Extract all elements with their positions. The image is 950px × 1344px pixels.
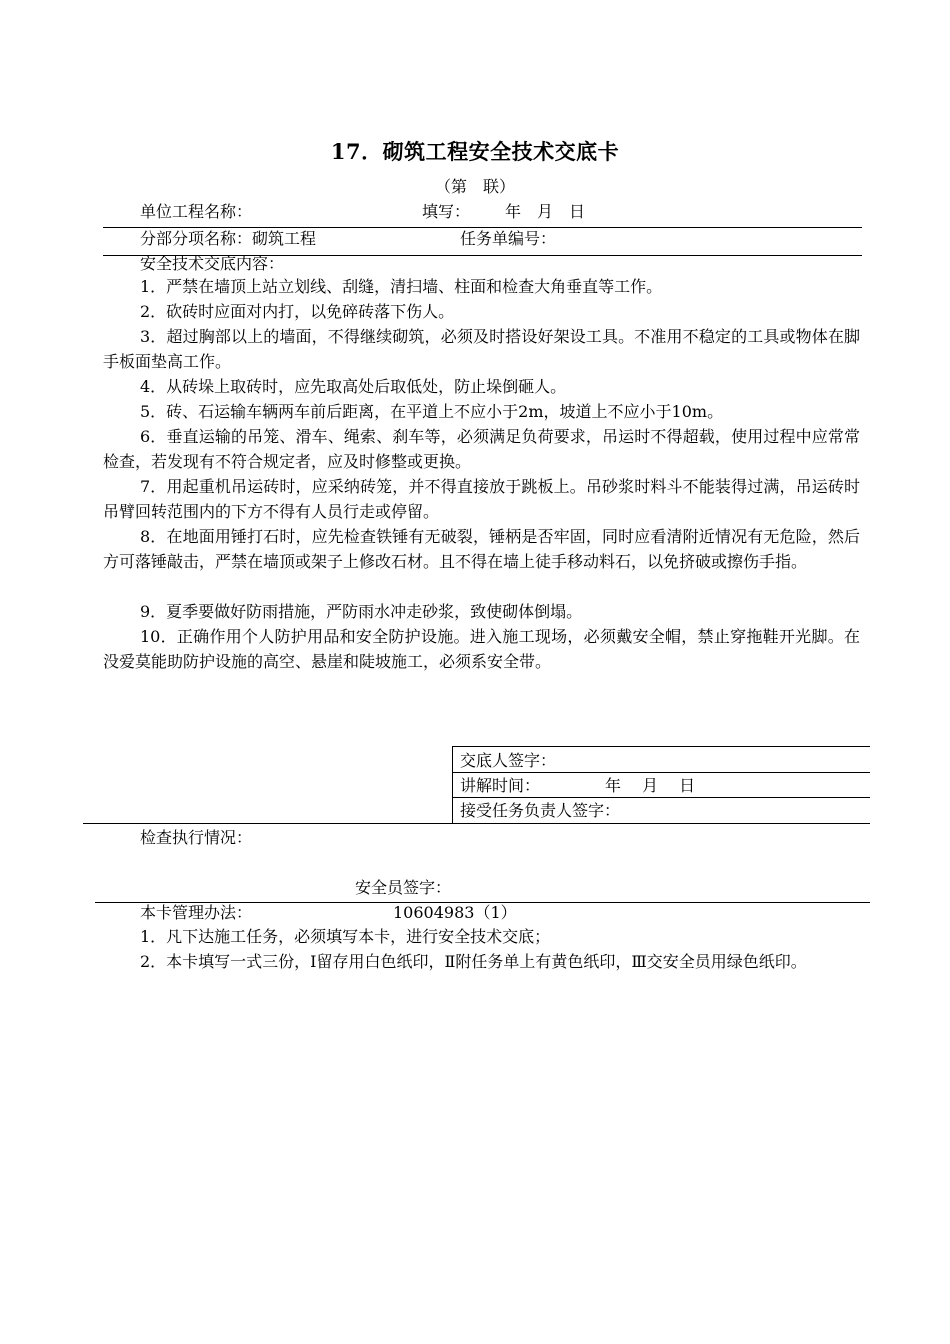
- unit-project-label: 单位工程名称：: [140, 202, 253, 221]
- sign-box-bottom-line: [83, 823, 870, 824]
- explain-time-date: 年 月 日: [605, 776, 696, 795]
- management-rule-1: 1．凡下达施工任务，必须填写本卡，进行安全技术交底；: [140, 927, 551, 946]
- item-4: 4．从砖垛上取砖时，应先取高处后取低处，防止垛倒砸人。: [140, 377, 567, 396]
- explain-time-label: 讲解时间：: [460, 776, 541, 795]
- item-8: 8．在地面用锤打石时，应先检查铁锤有无破裂，锤柄是否牢固，同时应看清附近情况有无危险，然后方可落锤敲击，严禁在墙顶或架子上修改石材。且不得在墙上徒手移动料石，以免挤破或擦伤手指。: [103, 527, 860, 571]
- sign-box-left-line: [452, 746, 453, 823]
- item-10: 10．正确作用个人防护用品和安全防护设施。进入施工现场，必须戴安全帽，禁止穿拖鞋开光脚。在没爱莫能助防护设施的高空、悬崖和陡坡施工，必须系安全带。: [103, 627, 860, 671]
- discloser-signature-label: 交底人签字：: [460, 751, 557, 770]
- content-title: 安全技术交底内容：: [140, 254, 285, 273]
- inspection-label: 检查执行情况：: [140, 828, 253, 847]
- item-9: 9．夏季要做好防雨措施，严防雨水冲走砂浆，致使砌体倒塌。: [140, 602, 583, 621]
- item-1: 1．严禁在墙顶上站立划线、刮缝，清扫墙、柱面和检查大角垂直等工作。: [140, 277, 663, 296]
- fill-label: 填写：: [422, 202, 471, 221]
- page-title: 17．砌筑工程安全技术交底卡: [330, 139, 620, 164]
- item-6: 6．垂直运输的吊笼、滑车、绳索、刹车等，必须满足负荷要求，吊运时不得超载，使用过程中应常常检查，若发现有不符合规定者，应及时修整或更换。: [103, 427, 860, 471]
- item-7: 7．用起重机吊运砖时，应采纳砖笼，并不得直接放于跳板上。吊砂浆时料斗不能装得过满，吊运砖时吊臂回转范围内的下方不得有人员行走或停留。: [103, 477, 860, 521]
- item-5: 5．砖、石运输车辆两车前后距离，在平道上不应小于2m，坡道上不应小于10m。: [140, 402, 724, 421]
- sign-box-top-line: [452, 746, 870, 747]
- receiver-signature-label: 接受任务负责人签字：: [460, 801, 621, 820]
- sub-project-label: 分部分项名称：砌筑工程: [140, 229, 317, 248]
- item-3: 3．超过胸部以上的墙面，不得继续砌筑，必须及时搭设好架设工具。不准用不稳定的工具或物体在脚手板面垫高工作。: [103, 327, 860, 371]
- task-number-label: 任务单编号：: [460, 229, 557, 248]
- safety-officer-signature-label: 安全员签字：: [355, 878, 452, 897]
- copy-label: （第 联）: [434, 177, 515, 196]
- management-label: 本卡管理办法：: [140, 903, 253, 922]
- fill-date: 年 月 日: [505, 202, 586, 221]
- management-code: 10604983（1）: [393, 903, 517, 922]
- item-2: 2．砍砖时应面对内打，以免碎砖落下伤人。: [140, 302, 455, 321]
- management-rule-2: 2．本卡填写一式三份，Ⅰ留存用白色纸印，Ⅱ附任务单上有黄色纸印，Ⅲ交安全员用绿色纸印。: [140, 952, 807, 971]
